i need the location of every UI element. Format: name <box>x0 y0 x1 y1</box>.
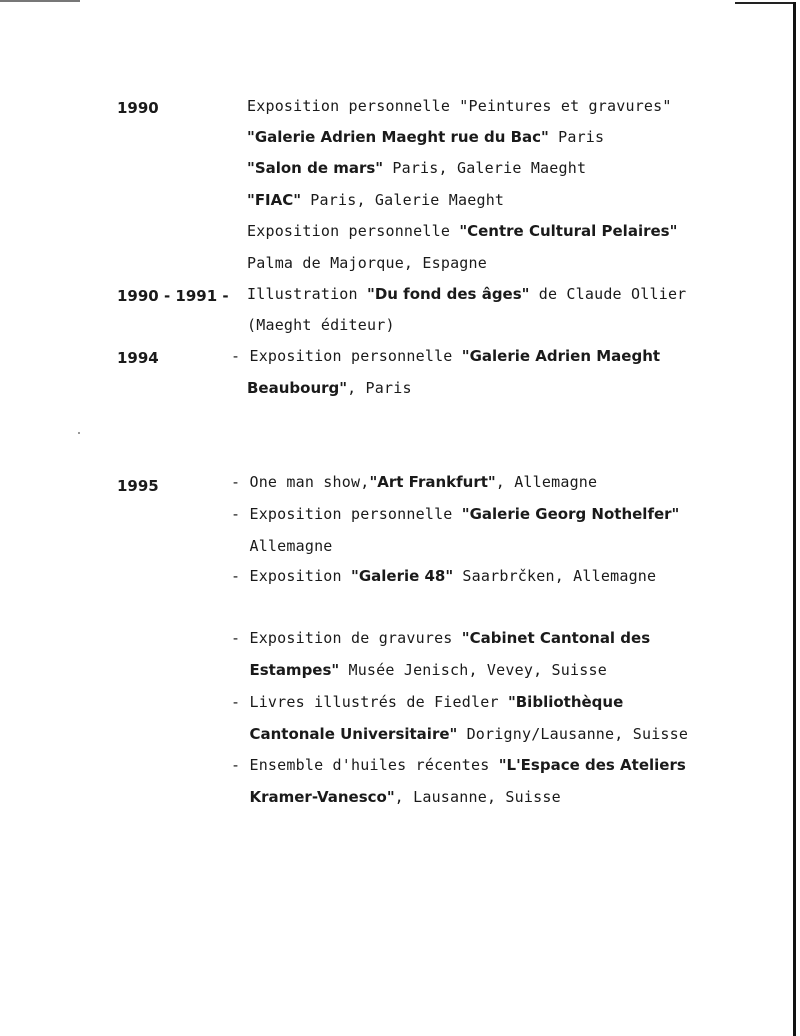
entry-line: Kramer-Vanesco", Lausanne, Suisse <box>249 788 561 806</box>
entry-line: - Exposition "Galerie 48" Saarbrčken, Allemagne <box>231 567 657 585</box>
entry-line: - Exposition de gravures "Cabinet Cantonal des <box>231 629 651 647</box>
entry-line: Estampes" Musée Jenisch, Vevey, Suisse <box>249 661 607 679</box>
entry-line: Palma de Majorque, Espagne <box>247 254 487 272</box>
year-label: 1990 <box>117 99 159 117</box>
entry-line: - Exposition personnelle "Galerie Adrien Maeght <box>231 347 661 365</box>
entry-line: Cantonale Universitaire" Dorigny/Lausanne, Suisse <box>249 725 689 743</box>
entry-line: - Ensemble d'huiles récentes "L'Espace des Ateliers <box>231 756 686 774</box>
entry-line: Beaubourg", Paris <box>247 379 412 397</box>
scan-edge-rule <box>735 2 795 4</box>
scan-speck <box>78 432 80 434</box>
entry-line: Exposition personnelle "Peintures et gravures" <box>247 97 672 115</box>
year-label: 1990 - 1991 - <box>117 287 229 305</box>
entry-line: - Exposition personnelle "Galerie Georg Nothelfer" <box>231 505 680 523</box>
entry-line: Exposition personnelle "Centre Cultural Pelaires" <box>247 222 678 240</box>
entry-line: Illustration "Du fond des âges" de Claude Ollier <box>247 285 687 303</box>
year-label: 1994 <box>117 349 159 367</box>
entry-line: - One man show,"Art Frankfurt", Allemagne <box>231 473 598 491</box>
page-edge <box>793 2 796 1036</box>
scan-edge-rule <box>0 0 80 2</box>
entry-line: "FIAC" Paris, Galerie Maeght <box>247 191 505 209</box>
entry-line: "Salon de mars" Paris, Galerie Maeght <box>247 159 587 177</box>
entry-line: (Maeght éditeur) <box>247 316 395 334</box>
year-label: 1995 <box>117 477 159 495</box>
entry-line: Allemagne <box>231 537 333 555</box>
entry-line: - Livres illustrés de Fiedler "Bibliothèque <box>231 693 624 711</box>
entry-line: "Galerie Adrien Maeght rue du Bac" Paris <box>247 128 605 146</box>
